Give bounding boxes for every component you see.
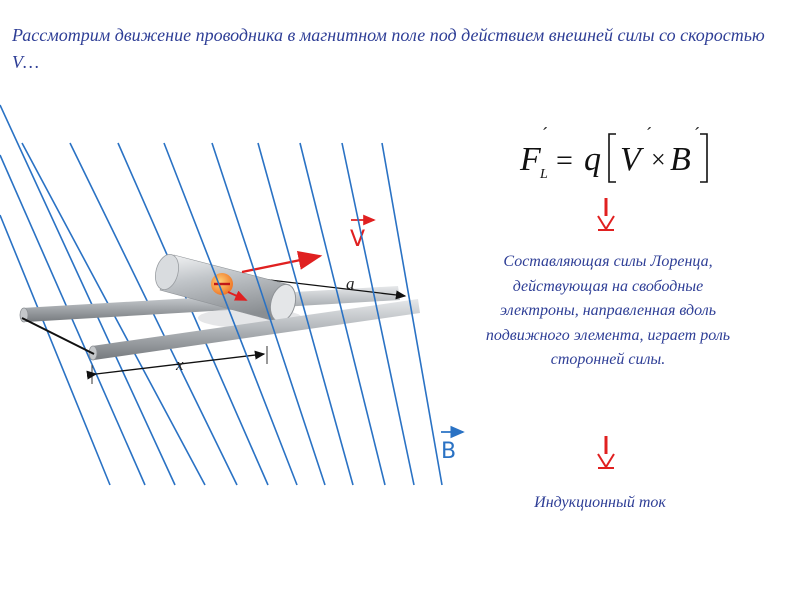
lorentz-description: Составляющая силы Лоренца, действующая на свободные электроны, направленная вдоль подвижного элемента, играет роль сторонней силы.	[485, 253, 731, 368]
slide-title: Рассмотрим движение проводника в магнитном поле под действием внешней силы со скоростью V…	[12, 25, 765, 72]
formula-charge: q	[584, 141, 601, 178]
formula-velocity: V	[620, 141, 641, 178]
red-down-arrow-icon	[591, 196, 621, 236]
connecting-wire	[22, 318, 94, 354]
formula-equals: =	[556, 144, 573, 177]
red-down-arrow-icon	[591, 434, 621, 474]
formula-subscript: L	[540, 167, 548, 182]
formula-prime-b: ´	[694, 126, 700, 144]
induction-current-label: Индукционный ток	[534, 494, 666, 511]
formula-force: F	[520, 141, 541, 178]
formula-cross: ×	[651, 145, 666, 174]
formula-prime-v: ´	[646, 126, 652, 144]
dimension-x-label: x	[176, 355, 184, 374]
dimension-a-label: a	[346, 274, 355, 293]
formula-field: B	[670, 141, 691, 178]
velocity-label: V	[350, 227, 366, 252]
formula-bracket-right	[700, 134, 707, 182]
formula-bracket-left	[609, 134, 616, 182]
formula-prime-f: ´	[542, 126, 548, 144]
lorentz-formula	[518, 126, 728, 188]
field-label: B	[441, 439, 457, 464]
